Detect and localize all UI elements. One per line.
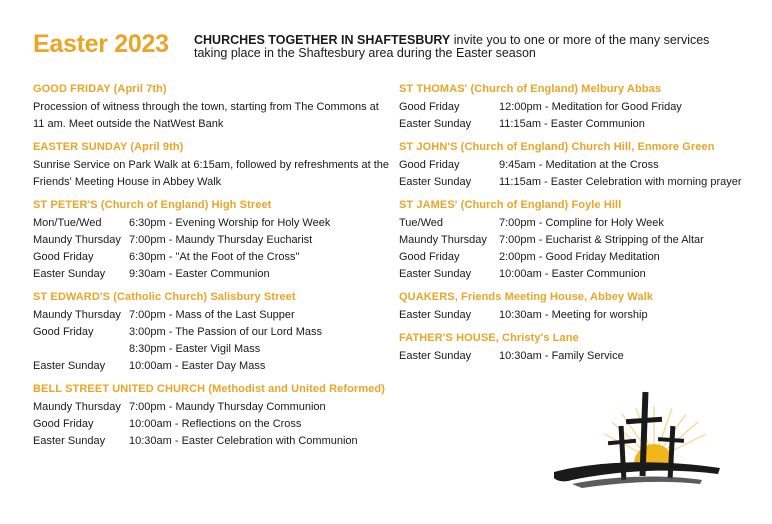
service-detail: 6:30pm - "At the Foot of the Cross"	[129, 251, 300, 263]
section-st-thomas	[399, 82, 759, 133]
section-quakers	[399, 290, 759, 324]
service-detail: 10:00am - Reflections on the Cross	[129, 418, 302, 430]
service-detail: 10:30am - Family Service	[499, 350, 624, 362]
service-day: Good Friday	[33, 418, 94, 430]
section-st-edwards	[33, 290, 393, 375]
section-heading: FATHER'S HOUSE, Christy's Lane	[399, 332, 579, 344]
section-text: Sunrise Service on Park Walk at 6:15am, followed by refreshments at the Friends' Meeting House in Abbey Walk	[33, 159, 390, 188]
section-heading: ST PETER'S (Church of England) High Street	[33, 199, 272, 211]
service-day: Easter Sunday	[399, 350, 472, 362]
service-day: Maundy Thursday	[33, 309, 121, 321]
service-day: Good Friday	[399, 251, 460, 263]
service-row	[33, 399, 393, 416]
section-heading: EASTER SUNDAY (April 9th)	[33, 141, 184, 153]
service-row	[33, 341, 393, 358]
service-day: Maundy Thursday	[399, 234, 487, 246]
service-row	[399, 174, 759, 191]
section-st-peters	[33, 198, 393, 283]
service-detail: 9:45am - Meditation at the Cross	[499, 159, 659, 171]
service-row	[399, 249, 759, 266]
service-row	[33, 358, 393, 375]
section-heading: BELL STREET UNITED CHURCH (Methodist and United Reformed)	[33, 383, 385, 395]
service-row	[33, 215, 393, 232]
service-detail: 6:30pm - Evening Worship for Holy Week	[129, 217, 331, 229]
service-day: Easter Sunday	[33, 435, 106, 447]
service-detail: 12:00pm - Meditation for Good Friday	[499, 101, 682, 113]
service-day: Mon/Tue/Wed	[33, 217, 102, 229]
service-day: Easter Sunday	[33, 360, 106, 372]
service-row	[399, 232, 759, 249]
section-st-johns	[399, 140, 759, 191]
right-column	[399, 82, 759, 372]
intro-text	[194, 34, 734, 60]
service-day	[33, 341, 129, 358]
section-easter-sunday	[33, 140, 393, 191]
service-row	[399, 307, 759, 324]
service-detail: 2:00pm - Good Friday Meditation	[499, 251, 660, 263]
service-day: Good Friday	[33, 251, 94, 263]
page-title: Easter 2023	[33, 30, 169, 58]
service-day: Good Friday	[399, 159, 460, 171]
service-row	[399, 157, 759, 174]
service-row	[399, 116, 759, 133]
service-row	[33, 232, 393, 249]
service-row	[399, 266, 759, 283]
service-row	[33, 249, 393, 266]
service-detail: 10:30am - Easter Celebration with Communion	[129, 435, 358, 447]
section-heading: ST JOHN'S (Church of England) Church Hill, Enmore Green	[399, 141, 715, 153]
section-heading: GOOD FRIDAY (April 7th)	[33, 83, 167, 95]
service-day: Good Friday	[399, 101, 460, 113]
service-detail: 7:00pm - Maundy Thursday Eucharist	[129, 234, 313, 246]
service-detail: 3:00pm - The Passion of our Lord Mass	[129, 326, 323, 338]
service-detail: 11:15am - Easter Communion	[499, 118, 645, 130]
service-row	[33, 416, 393, 433]
section-text: Procession of witness through the town, starting from The Commons at 11 am. Meet outside the NatWest Bank	[33, 101, 379, 130]
service-detail: 10:00am - Easter Communion	[499, 268, 646, 280]
service-detail: 10:30am - Meeting for worship	[499, 309, 648, 321]
service-day: Tue/Wed	[399, 217, 444, 229]
service-detail: 7:00pm - Eucharist & Stripping of the Altar	[499, 234, 704, 246]
section-good-friday	[33, 82, 393, 133]
service-row	[33, 266, 393, 283]
section-heading: ST JAMES' (Church of England) Foyle Hill	[399, 199, 622, 211]
service-detail: 8:30pm - Easter Vigil Mass	[129, 343, 261, 355]
hill-brush-stroke-lower	[572, 477, 702, 488]
section-heading: ST THOMAS' (Church of England) Melbury Abbas	[399, 83, 662, 95]
section-heading: ST EDWARD'S (Catholic Church) Salisbury Street	[33, 291, 296, 303]
service-detail: 10:00am - Easter Day Mass	[129, 360, 266, 372]
service-day: Easter Sunday	[399, 309, 472, 321]
service-day: Easter Sunday	[399, 268, 472, 280]
service-row	[33, 307, 393, 324]
intro-org-name: CHURCHES TOGETHER IN SHAFTESBURY	[194, 33, 451, 47]
service-day: Easter Sunday	[33, 268, 106, 280]
section-bell-street	[33, 382, 393, 450]
section-heading: QUAKERS, Friends Meeting House, Abbey Walk	[399, 291, 653, 303]
service-day: Maundy Thursday	[33, 401, 121, 413]
service-day: Maundy Thursday	[33, 234, 121, 246]
service-detail: 7:00pm - Maundy Thursday Communion	[129, 401, 326, 413]
service-detail: 7:00pm - Compline for Holy Week	[499, 217, 664, 229]
service-row	[33, 324, 393, 341]
left-column	[33, 82, 393, 457]
service-row	[33, 433, 393, 450]
service-row	[399, 215, 759, 232]
section-fathers-house	[399, 331, 759, 365]
service-detail: 7:00pm - Mass of the Last Supper	[129, 309, 295, 321]
service-detail: 11:15am - Easter Celebration with morning prayer	[499, 176, 742, 188]
intro-description: invite you to one or more of the many services taking place in the Shaftesbury area during the Easter season	[194, 33, 710, 60]
service-day: Easter Sunday	[399, 118, 472, 130]
service-row	[399, 99, 759, 116]
three-crosses-sunrise-icon	[552, 388, 722, 498]
service-day: Good Friday	[33, 326, 94, 338]
service-detail: 9:30am - Easter Communion	[129, 268, 270, 280]
service-row	[399, 348, 759, 365]
section-st-james	[399, 198, 759, 283]
service-day: Easter Sunday	[399, 176, 472, 188]
